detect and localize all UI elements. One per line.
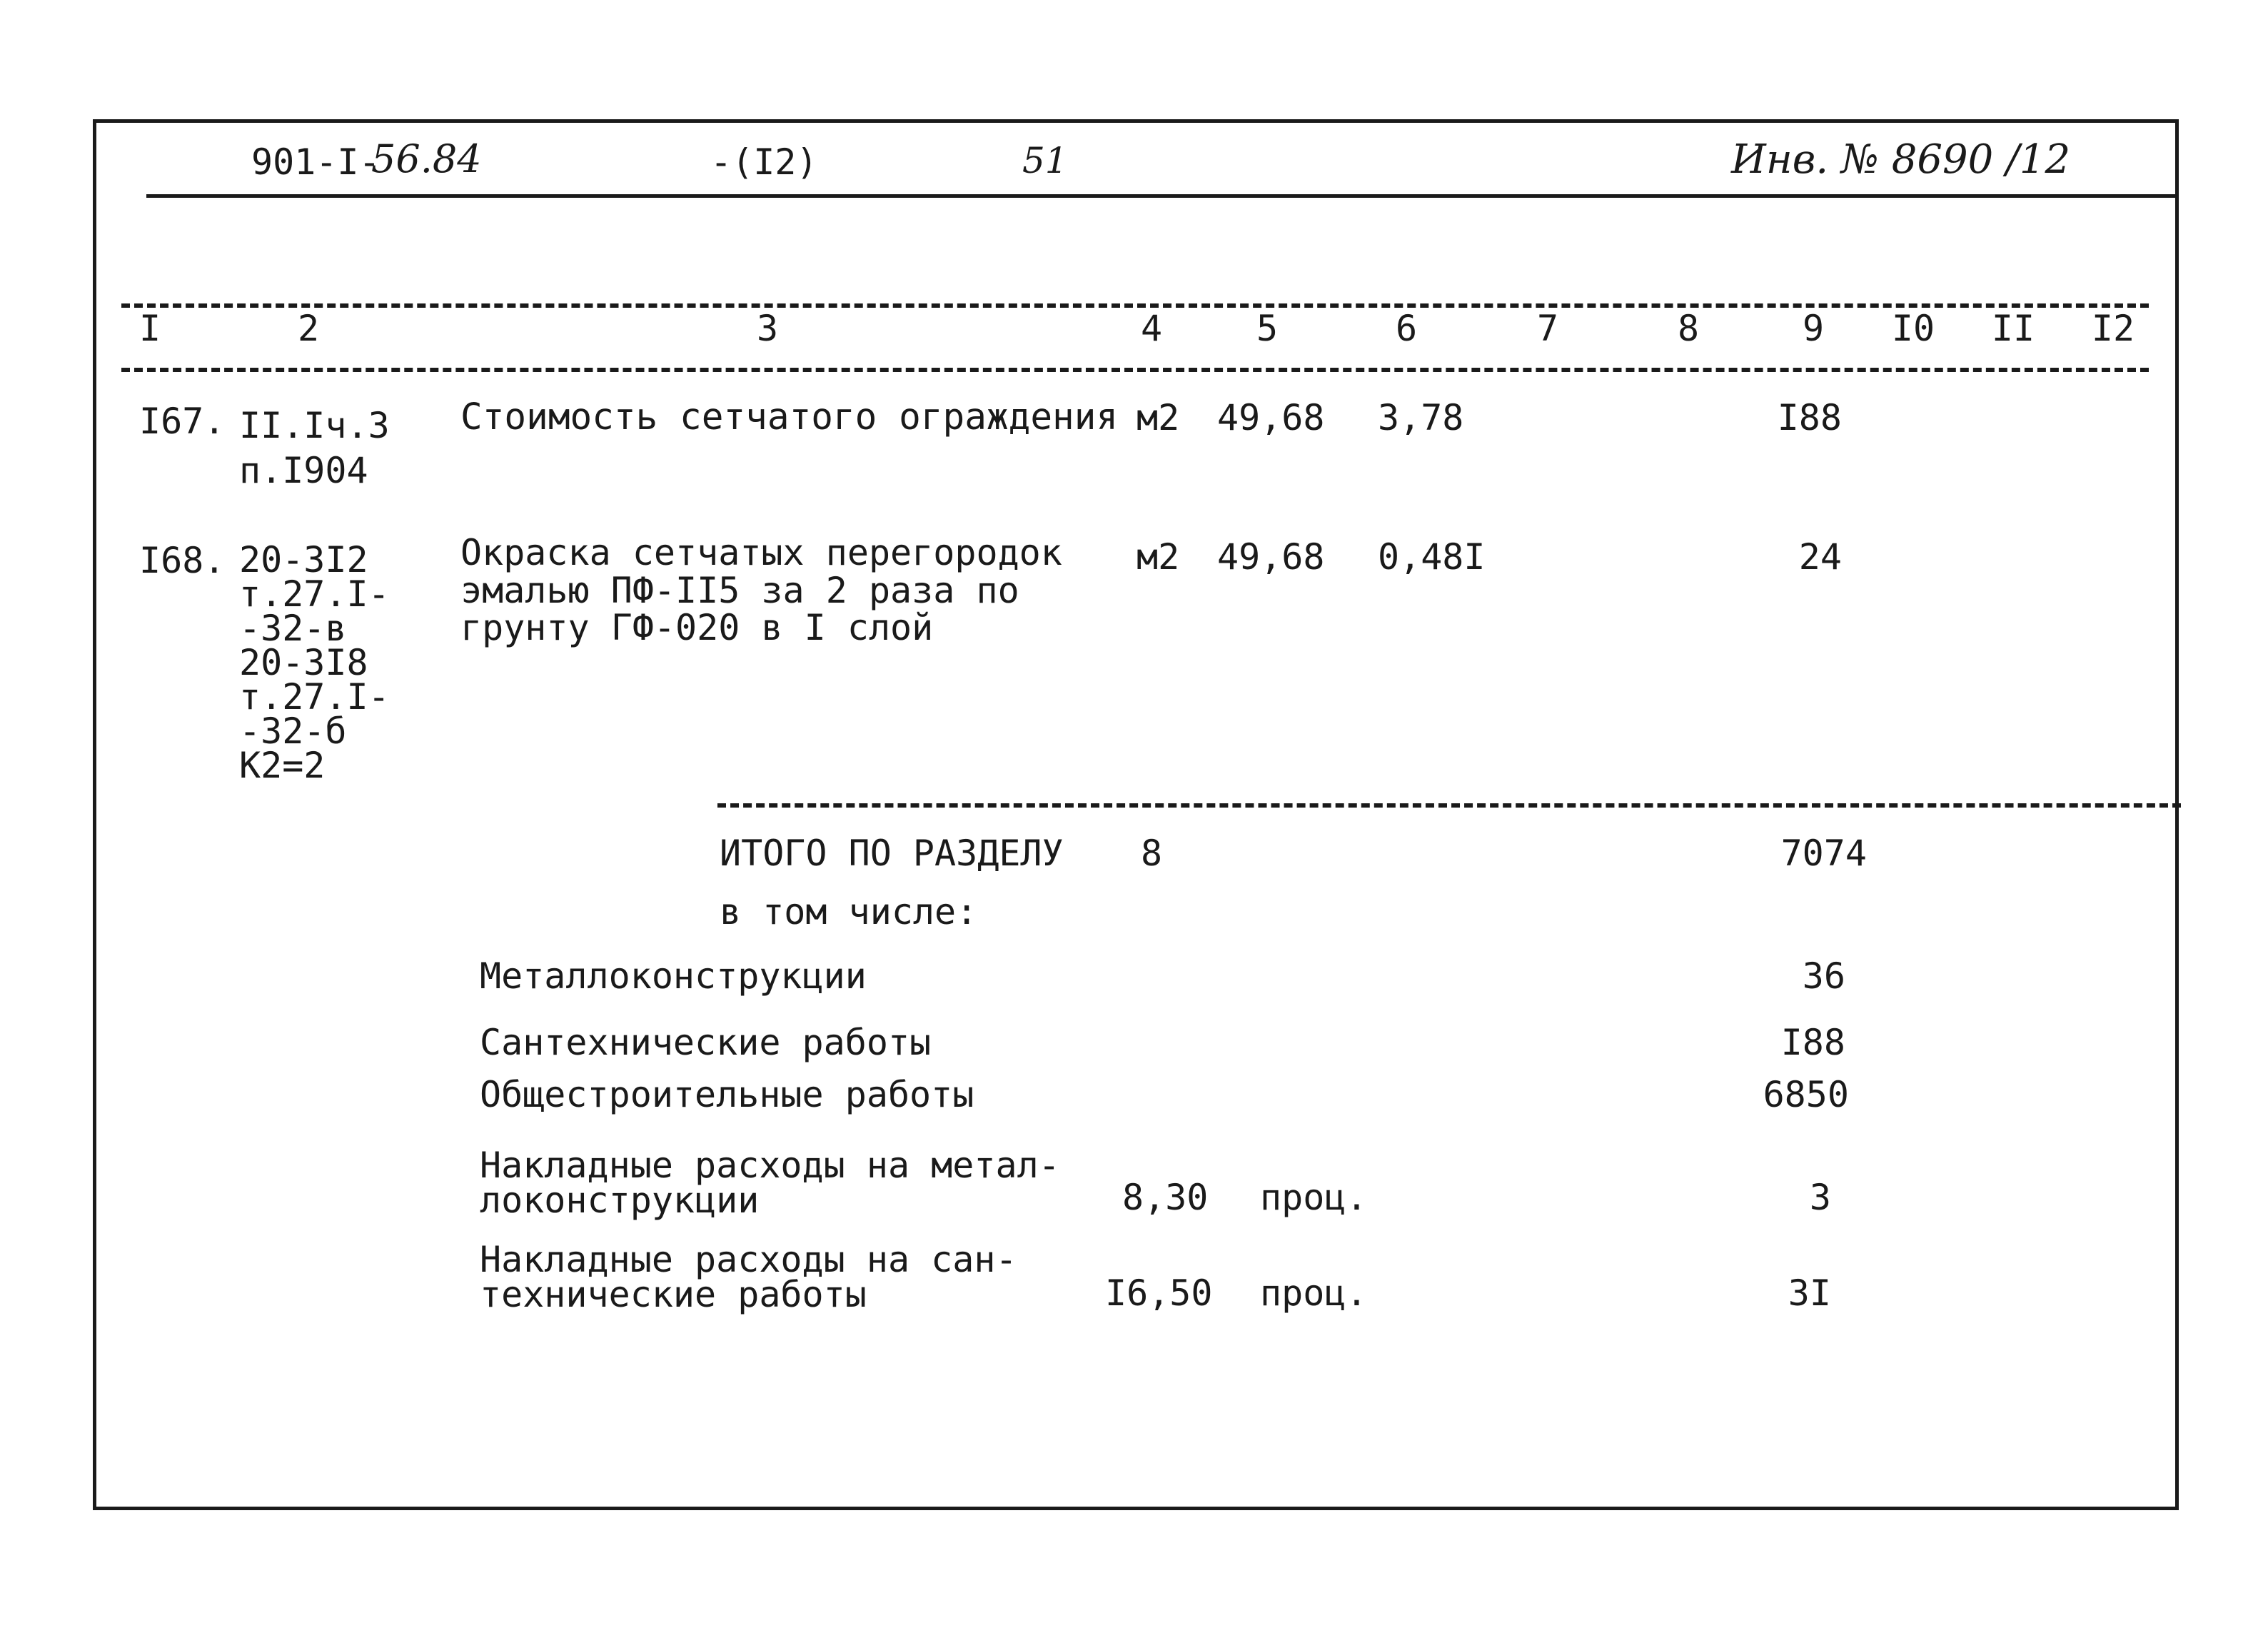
table-top-rule [121,303,2149,308]
row-number: I68. [139,540,226,581]
column-header: I2 [2091,308,2135,349]
section-total-label: ИТОГО ПО РАЗДЕЛУ [720,833,1064,874]
overhead-value: 3I [1788,1272,1831,1314]
overhead-rate: 8,30 [1122,1177,1209,1218]
row-total: 24 [1798,536,1842,578]
row-unit: м2 [1136,536,1180,578]
overhead-label: Накладные расходы на метал- локонструкции [480,1145,1060,1221]
including-label: в том числе: [720,891,978,933]
column-header: 4 [1140,308,1163,349]
column-header: 8 [1677,308,1700,349]
row-unit: м2 [1136,397,1180,438]
summary-item-value: I88 [1780,1022,1845,1063]
row-name: Стоимость сетчатого ограждения [460,396,1119,438]
overhead-unit: проц. [1260,1177,1368,1218]
doc-code-hand: 56.84 [371,136,482,181]
summary-item-label: Сантехнические работы [480,1022,932,1063]
summary-item-value: 6850 [1763,1074,1849,1115]
row-total: I88 [1777,397,1842,438]
row-quantity: 49,68 [1217,397,1325,438]
column-header: 6 [1395,308,1418,349]
row-price: 3,78 [1378,397,1464,438]
doc-code-typed: 901-I- [251,141,380,183]
row-code: II.Iч.3 п.I904 [239,405,390,491]
row-number: I67. [139,401,226,442]
row-price: 0,48I [1378,536,1486,578]
sheet-number: -(I2) [710,141,818,183]
column-header: I [138,308,161,349]
column-header: 5 [1256,308,1279,349]
summary-item-value: 36 [1802,955,1845,997]
column-header: 3 [756,308,779,349]
summary-item-label: Общестроительные работы [480,1074,974,1115]
inventory-number: Инв. № 8690 /12 [1731,136,2071,183]
column-header: II [1991,308,2035,349]
summary-rule [717,803,2181,808]
column-header: 7 [1536,308,1559,349]
column-header: 9 [1802,308,1825,349]
overhead-unit: проц. [1260,1272,1368,1314]
column-header-rule [121,368,2149,372]
page-number: 51 [1022,140,1068,181]
overhead-rate: I6,50 [1105,1272,1213,1314]
column-header: 2 [297,308,320,349]
column-header: I0 [1891,308,1935,349]
header-rule [146,194,2177,198]
summary-item-label: Металлоконструкции [480,955,867,997]
overhead-label: Накладные расходы на сан- технические работы [480,1239,1017,1315]
row-quantity: 49,68 [1217,536,1325,578]
overhead-value: 3 [1809,1177,1831,1218]
section-total-value: 7074 [1780,833,1867,874]
row-name: Окраска сетчатых перегородок эмалью ПФ-II5 за 2 раза по грунту ГФ-020 в I слой [460,532,1062,648]
section-total-col4: 8 [1141,833,1163,874]
row-code: 20-3I2 т.27.I- -32-в 20-3I8 т.27.I- -32-б К2=2 [239,539,390,786]
